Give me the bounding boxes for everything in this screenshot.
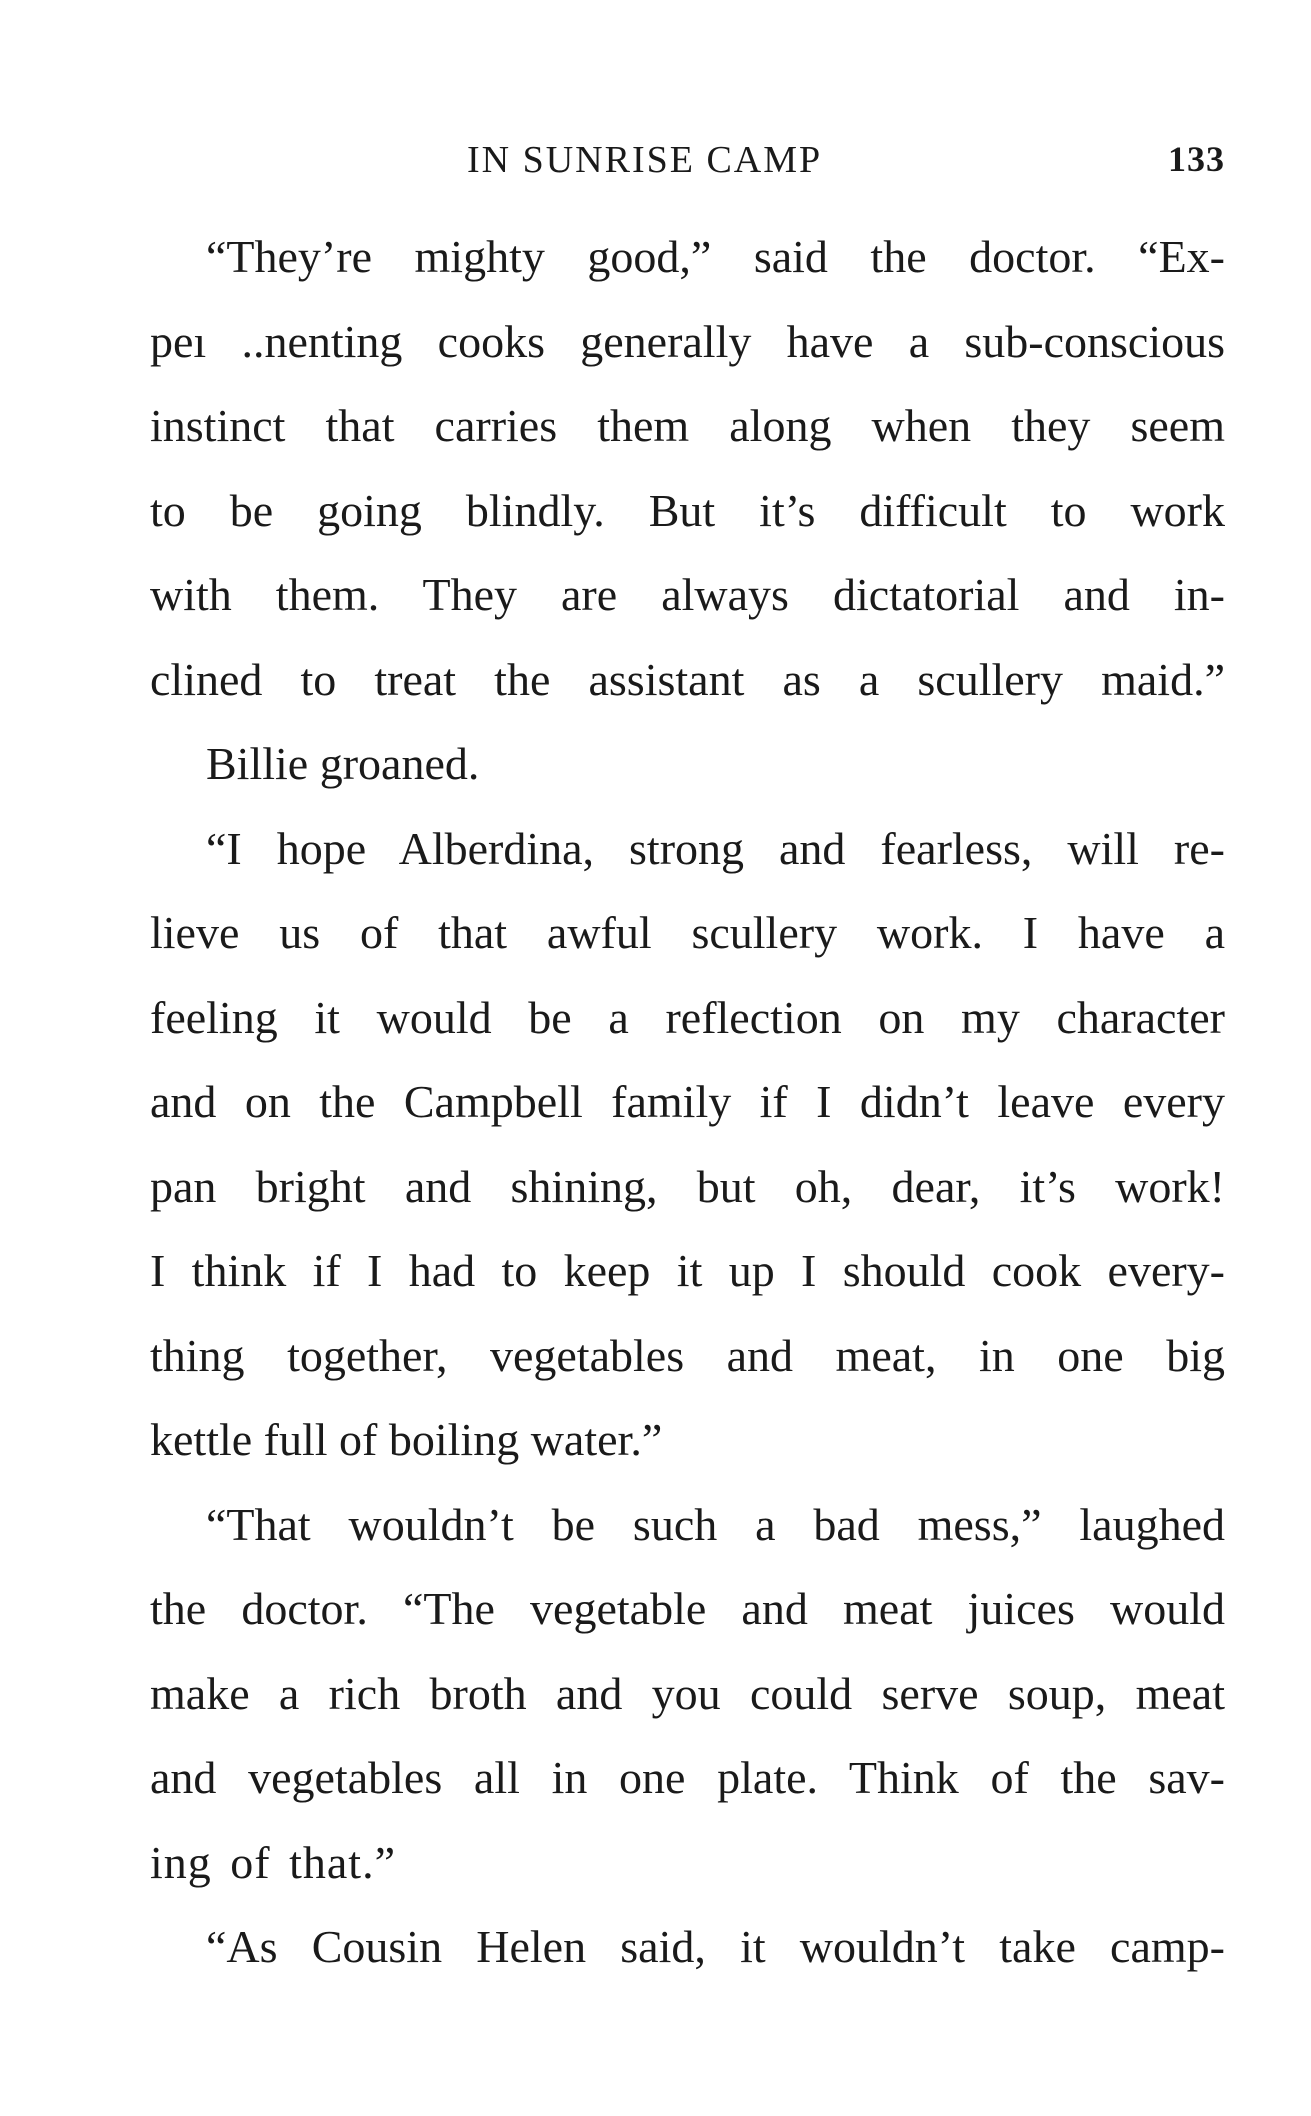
text-line: “That wouldn’t be such a bad mess,” laughed [206,1498,1225,1550]
text-line: pan bright and shining, but oh, dear, it’s work! [150,1160,1225,1212]
text-line: make a rich broth and you could serve soup, meat [150,1667,1225,1719]
text-line: the doctor. “The vegetable and meat juices would [150,1583,1225,1634]
text-line: clined to treat the assistant as a scullery maid.” [150,653,1225,705]
text-line: “They’re mighty good,” said the doctor. “Ex- [206,231,1225,282]
text-line: Billie groaned. [206,738,480,789]
text-line: peı ..nenting cooks generally have a sub-conscious [150,315,1225,367]
text-line: “As Cousin Helen said, it wouldn’t take camp- [206,1921,1225,1972]
text-line: lieve us of that awful scullery work. I have a [150,907,1225,958]
text-line: ing of that.” [150,1836,396,1888]
text-line: to be going blindly. But it’s difficult to work [150,484,1225,536]
text-line: kettle full of boiling water.” [150,1414,663,1465]
text-line: feeling it would be a reflection on my character [150,991,1225,1043]
text-line: I think if I had to keep it up I should cook every- [150,1245,1225,1296]
text-line: “I hope Alberdina, strong and fearless, will re- [206,822,1225,874]
text-line: with them. They are always dictatorial and in- [150,569,1225,620]
page-number: 133 [1168,139,1225,179]
text-line: instinct that carries them along when they seem [150,400,1225,451]
text-line: and vegetables all in one plate. Think of the sav- [150,1752,1225,1803]
text-line: and on the Campbell family if I didn’t leave every [150,1076,1225,1127]
body-text [150,215,1225,1990]
text-line: thing together, vegetables and meat, in one big [150,1329,1225,1381]
running-title: IN SUNRISE CAMP [467,139,823,181]
running-head [150,138,1225,188]
